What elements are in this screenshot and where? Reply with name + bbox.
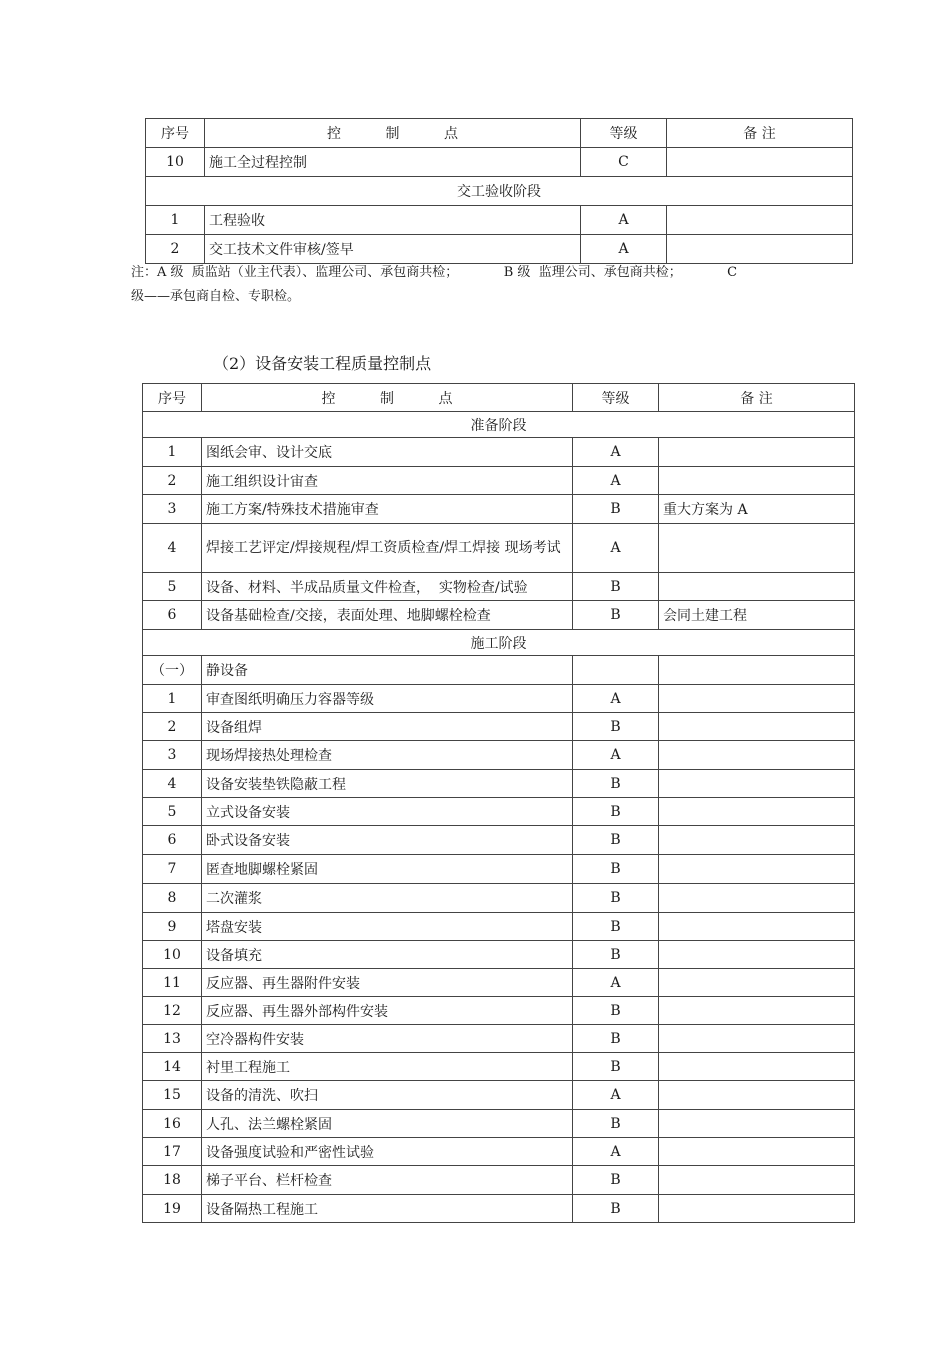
row-no: 10 [146,148,205,177]
row-point: 工程验收 [205,206,581,235]
row-no: 19 [143,1195,202,1223]
table-row [143,741,855,770]
row-no: 6 [143,601,202,630]
row-remark [659,1025,855,1053]
row-no: 10 [143,941,202,969]
control-points-table-1 [145,118,853,264]
section-row [143,412,855,438]
header-point: 控 制 点 [202,384,573,412]
row-grade: B [573,941,659,969]
row-point: 焊接工艺评定/焊接规程/焊工资质检查/焊工焊接 现场考试 [202,524,573,573]
control-points-table-2 [142,383,855,1223]
row-no: 3 [143,495,202,524]
row-grade: B [573,713,659,741]
row-remark [659,770,855,798]
row-grade: B [573,884,659,913]
table-row [143,495,855,524]
row-point: 审查图纸明确压力容器等级 [202,685,573,713]
row-remark [659,913,855,941]
row-remark [659,1195,855,1223]
row-no: 18 [143,1166,202,1195]
row-point: 设备安装垫铁隐蔽工程 [202,770,573,798]
section-build: 施工阶段 [143,630,855,656]
row-remark [659,826,855,855]
row-no: 1 [146,206,205,235]
table-row [143,685,855,713]
row-grade: A [573,1138,659,1166]
row-remark: 重大方案为 A [659,495,855,524]
note-line-2: 级——承包商自检、专职检。 [131,289,301,304]
row-no: 2 [143,713,202,741]
row-grade: A [581,206,667,235]
row-point: 设备强度试验和严密性试验 [202,1138,573,1166]
row-grade: A [573,1081,659,1110]
grade-note [131,261,851,309]
row-grade: A [573,438,659,467]
row-no: 16 [143,1110,202,1138]
row-remark [659,997,855,1025]
section-acceptance: 交工验收阶段 [146,177,853,206]
row-point: 设备隔热工程施工 [202,1195,573,1223]
table-row [143,941,855,969]
row-grade: B [573,855,659,884]
row-no: 1 [143,438,202,467]
row-remark [659,685,855,713]
row-remark [667,148,853,177]
row-no: 4 [143,524,202,573]
row-point: 反应器、再生器附件安装 [202,969,573,997]
row-remark [659,1081,855,1110]
row-point: 图纸会审、设计交底 [202,438,573,467]
header-grade: 等级 [581,119,667,148]
row-point: 设备的清洗、吹扫 [202,1081,573,1110]
row-remark [667,235,853,264]
header-no: 序号 [146,119,205,148]
row-no: 1 [143,685,202,713]
row-no: 2 [143,467,202,495]
header-no: 序号 [143,384,202,412]
row-grade: B [573,1166,659,1195]
row-point: 施工组织设计宙查 [202,467,573,495]
row-no: 4 [143,770,202,798]
row-point: 设备基础检查/交接，表面处理、地脚螺栓检查 [202,601,573,630]
table-row [143,913,855,941]
row-no: 14 [143,1053,202,1081]
row-remark [667,206,853,235]
row-no: 3 [143,741,202,770]
row-no: 11 [143,969,202,997]
row-grade: B [573,913,659,941]
row-no: 8 [143,884,202,913]
table-row [143,1081,855,1110]
table-row [143,1195,855,1223]
table-header-row [146,119,853,148]
row-grade: A [573,685,659,713]
table-row [143,1138,855,1166]
row-grade: B [573,495,659,524]
section-prep: 准备阶段 [143,412,855,438]
row-remark [659,713,855,741]
empty-cell [573,656,659,685]
table-row [143,1025,855,1053]
table-row [143,855,855,884]
row-remark [659,1166,855,1195]
table-row [143,884,855,913]
row-point: 施工全过程控制 [205,148,581,177]
row-grade: A [573,969,659,997]
row-grade: B [573,1053,659,1081]
row-remark [659,438,855,467]
table-header-row [143,384,855,412]
row-no: 2 [146,235,205,264]
row-remark [659,741,855,770]
table-row [143,467,855,495]
table-row [143,969,855,997]
row-point: 反应器、再生器外部构件安装 [202,997,573,1025]
row-remark [659,1110,855,1138]
table-row [143,601,855,630]
row-point: 立式设备安装 [202,798,573,826]
table-row [143,438,855,467]
row-remark [659,969,855,997]
row-grade: B [573,826,659,855]
row-no: 12 [143,997,202,1025]
table-row [146,206,853,235]
row-point: 交工技术文件审核/签早 [205,235,581,264]
row-point: 塔盘安装 [202,913,573,941]
row-point: 人孔、法兰螺栓紧固 [202,1110,573,1138]
row-remark [659,798,855,826]
row-remark [659,941,855,969]
row-no: 7 [143,855,202,884]
row-grade: B [573,997,659,1025]
empty-cell [659,656,855,685]
table-row [146,235,853,264]
row-grade: B [573,573,659,601]
row-grade: C [581,148,667,177]
table-row [143,524,855,573]
row-point: 设备组焊 [202,713,573,741]
row-remark [659,1053,855,1081]
row-remark [659,573,855,601]
table-row [143,1053,855,1081]
row-point: 空冷器构件安装 [202,1025,573,1053]
row-no: 5 [143,573,202,601]
row-grade: B [573,1110,659,1138]
row-remark: 会同土建工程 [659,601,855,630]
row-grade: B [573,770,659,798]
row-grade: A [573,741,659,770]
row-remark [659,1138,855,1166]
section-caption: （2）设备安装工程质量控制点 [213,354,432,373]
section-row [143,630,855,656]
header-remark: 备 注 [659,384,855,412]
row-point: 二次灌浆 [202,884,573,913]
table-row [143,997,855,1025]
table-row [143,770,855,798]
row-point: 设备、材料、半成品质量文件检查， 实物检查/试验 [202,573,573,601]
row-remark [659,524,855,573]
row-no: 5 [143,798,202,826]
header-point: 控 制 点 [205,119,581,148]
subsection-row [143,656,855,685]
table-row [143,826,855,855]
row-no: 17 [143,1138,202,1166]
subsection-no: （一） [143,656,202,685]
row-point: 设备填充 [202,941,573,969]
header-remark: 备 注 [667,119,853,148]
row-remark [659,467,855,495]
table-row [143,713,855,741]
row-no: 13 [143,1025,202,1053]
row-remark [659,855,855,884]
row-no: 15 [143,1081,202,1110]
row-grade: B [573,601,659,630]
row-point: 卧式设备安装 [202,826,573,855]
row-grade: A [573,467,659,495]
section-row [146,177,853,206]
row-grade: B [573,1195,659,1223]
row-point: 梯子平台、栏杆检查 [202,1166,573,1195]
note-line-1: 注：A 级 质监站（业主代表）、监理公司、承包商共检； B 级 监理公司、承包商共检； C [131,265,738,280]
table-row [143,1166,855,1195]
row-no: 9 [143,913,202,941]
row-point: 现场焊接热处理检查 [202,741,573,770]
table-row [143,798,855,826]
row-grade: B [573,1025,659,1053]
table-row [146,148,853,177]
row-grade: A [581,235,667,264]
row-point: 施工方案/特殊技术措施审查 [202,495,573,524]
row-point: 匿查地脚螺栓紧固 [202,855,573,884]
table-row [143,573,855,601]
subsection-title: 静设备 [202,656,573,685]
header-grade: 等级 [573,384,659,412]
row-no: 6 [143,826,202,855]
row-grade: B [573,798,659,826]
table-row [143,1110,855,1138]
row-point: 衬里工程施工 [202,1053,573,1081]
row-remark [659,884,855,913]
row-grade: A [573,524,659,573]
